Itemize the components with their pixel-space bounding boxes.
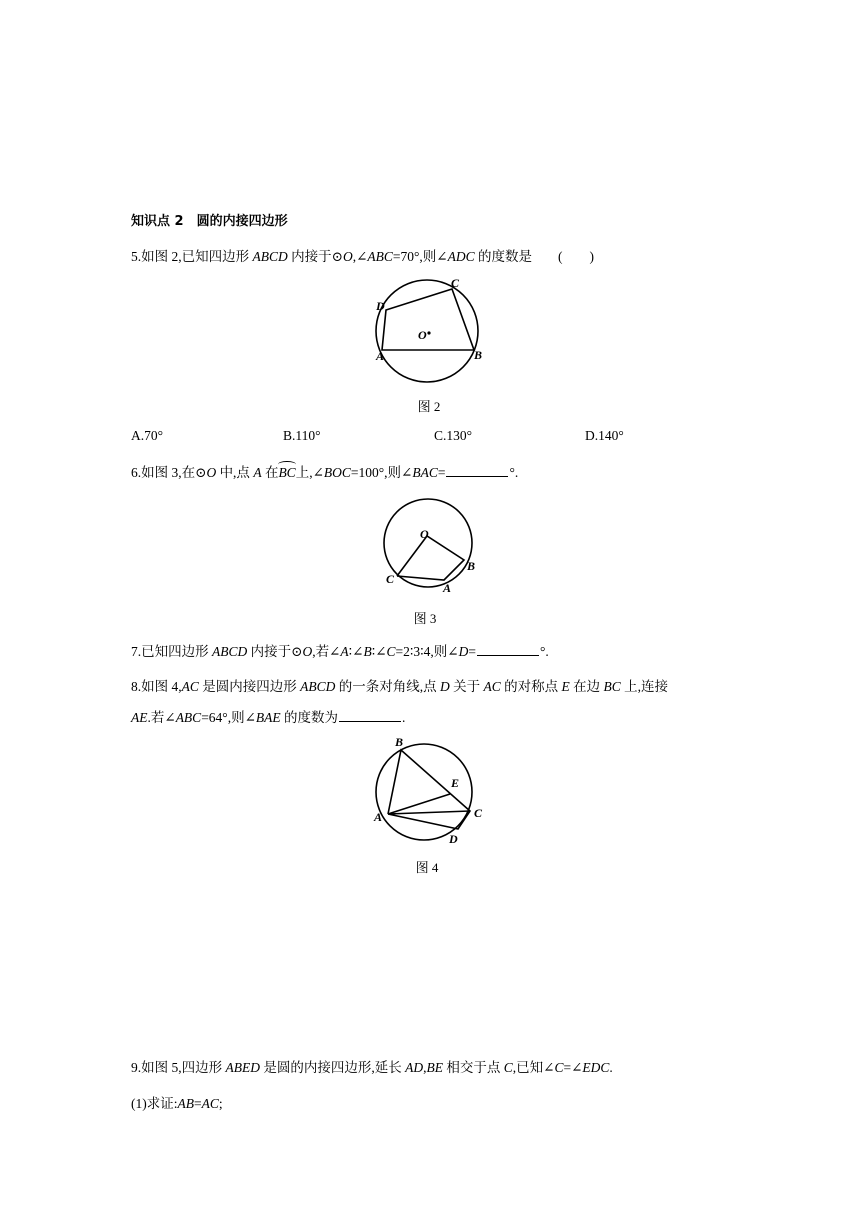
q7-var-6: D	[458, 644, 469, 659]
q5-option-d[interactable]: D.140°	[585, 428, 624, 443]
q7-var-1: ABCD	[212, 644, 248, 659]
section-title: 知识点 2 圆的内接四边形	[131, 214, 288, 229]
fig4-label-d: D	[449, 832, 458, 846]
fig3-circle	[384, 499, 472, 587]
q5-text-1: 如图 2,已知四边形	[141, 249, 253, 264]
fig4-label-b: B	[395, 735, 404, 749]
q9-part-1-text: (1)求证:	[131, 1096, 178, 1111]
fig3-label-b: B	[467, 559, 476, 573]
fig2-label-a: A	[376, 349, 385, 363]
fig2-label-d: D	[376, 299, 385, 313]
q7-text-3: ,若∠	[312, 644, 341, 659]
fig4-label-c: C	[474, 806, 483, 820]
fig3-label-a: A	[443, 581, 452, 595]
q6-text-5: =100°,则∠	[350, 465, 413, 480]
q5-var-2: O	[342, 249, 353, 264]
q9-var-2: AD	[405, 1060, 424, 1075]
q9-part-1-equals: =	[194, 1096, 202, 1111]
q7-var-5: C	[386, 644, 396, 659]
q8-text-8: .若∠	[147, 710, 176, 725]
fig4-segment-ae	[388, 794, 450, 814]
question-8-text-line-1	[131, 678, 668, 696]
q6-var-2: A	[253, 465, 262, 480]
fig2-center-dot	[427, 331, 430, 334]
q7-text-5: ∶∠	[371, 644, 387, 659]
fig2-label-o: O	[418, 328, 427, 342]
q6-number: 6.	[131, 465, 142, 480]
fig3-label-c: C	[386, 572, 395, 586]
q5-text-5: 的度数是	[474, 249, 532, 264]
q6-text-6: =	[437, 465, 446, 480]
q9-var-4: C	[503, 1060, 513, 1075]
fig2-label-c: C	[451, 276, 460, 290]
figure-2-caption: 图 2	[417, 399, 441, 414]
q9-part-1-var-2: AC	[201, 1096, 219, 1111]
q6-var-1: O	[206, 465, 217, 480]
q8-var-8: ABC	[175, 710, 202, 725]
figure-4-caption: 图 4	[415, 860, 439, 875]
q9-text-5: ,已知∠	[512, 1060, 555, 1075]
question-5-text	[131, 248, 594, 266]
q8-text-4: 关于	[449, 679, 484, 694]
q8-text-6: 在边	[569, 679, 604, 694]
question-8-text-line-2	[131, 709, 405, 727]
q9-number: 9.	[131, 1060, 142, 1075]
fig2-quadrilateral	[382, 289, 474, 350]
q8-var-2: ABCD	[300, 679, 336, 694]
q7-text-4: ∶∠	[348, 644, 364, 659]
q8-text-2: 是圆内接四边形	[198, 679, 301, 694]
fig3-label-o: O	[420, 527, 429, 541]
q9-text-1: 如图 5,四边形	[141, 1060, 226, 1075]
figure-3-caption: 图 3	[413, 611, 437, 626]
q8-text-7: 上,连接	[620, 679, 669, 694]
q8-var-4: AC	[483, 679, 501, 694]
q8-text-1: 如图 4,	[141, 679, 182, 694]
q9-text-2: 是圆的内接四边形,延长	[260, 1060, 406, 1075]
q8-answer-blank[interactable]	[339, 709, 401, 722]
q8-var-3: D	[440, 679, 450, 694]
fig4-label-a: A	[374, 810, 383, 824]
q5-var-3: ABC	[367, 249, 393, 264]
q7-var-3: A	[340, 644, 349, 659]
q7-text-2: 内接于⊙	[247, 644, 303, 659]
q9-text-7: .	[609, 1060, 613, 1075]
fig4-diagonal-ac	[388, 811, 470, 814]
q6-answer-blank[interactable]	[446, 464, 508, 477]
q5-text-4: =70°,则∠	[392, 249, 448, 264]
q6-var-3: BOC	[323, 465, 351, 480]
q9-var-5: C	[554, 1060, 564, 1075]
figure-4-diagram	[368, 734, 488, 854]
fig3-lines	[397, 536, 464, 580]
q8-text-5: 的对称点	[500, 679, 562, 694]
q7-number: 7.	[131, 644, 142, 659]
q5-text-2: 内接于⊙	[287, 249, 343, 264]
q9-part-1-var-1: AB	[177, 1096, 194, 1111]
q8-var-1: AC	[181, 679, 199, 694]
q9-text-3: ,	[423, 1060, 427, 1075]
q8-text-9: =64°,则∠	[201, 710, 256, 725]
q5-number: 5.	[131, 249, 142, 264]
figure-2-diagram	[372, 276, 492, 386]
q5-option-a[interactable]: A.70°	[131, 428, 164, 443]
q9-part-1-end: ;	[218, 1096, 223, 1111]
q7-text-6: =2∶3∶4,则∠	[395, 644, 459, 659]
q5-var-4: ADC	[447, 249, 475, 264]
q9-var-3: BE	[426, 1060, 443, 1075]
q8-var-6: BC	[603, 679, 621, 694]
q7-var-2: O	[302, 644, 313, 659]
q5-answer-parentheses: ( )	[557, 249, 594, 264]
fig2-circle	[376, 280, 478, 382]
q8-number: 8.	[131, 679, 142, 694]
question-9-part-1	[131, 1095, 223, 1113]
figure-3-diagram	[378, 496, 488, 596]
q7-answer-blank[interactable]	[477, 643, 539, 656]
q5-var-1: ABCD	[252, 249, 288, 264]
q8-var-5: E	[561, 679, 570, 694]
q6-text-4: 上,∠	[295, 465, 324, 480]
q5-option-b[interactable]: B.110°	[283, 428, 321, 443]
q8-text-3: 的一条对角线,点	[335, 679, 441, 694]
q8-tail: .	[402, 710, 406, 725]
q8-var-9: BAE	[255, 710, 281, 725]
q7-text-7: =	[468, 644, 476, 659]
q5-text-3: ,∠	[352, 249, 368, 264]
fig4-circle	[376, 744, 472, 840]
q6-var-4: BAC	[412, 465, 438, 480]
q9-text-4: 相交于点	[443, 1060, 504, 1075]
question-6-text	[131, 464, 518, 482]
q9-text-6: =∠	[563, 1060, 583, 1075]
question-7-text	[131, 643, 549, 661]
q6-text-2: 中,点	[216, 465, 254, 480]
q7-var-4: B	[363, 644, 372, 659]
q6-arc-bc: BC	[278, 465, 296, 480]
fig4-label-e: E	[451, 776, 460, 790]
q9-var-1: ABED	[225, 1060, 260, 1075]
q9-var-6: EDC	[582, 1060, 610, 1075]
q8-text-10: 的度数为	[280, 710, 339, 725]
question-9-text	[131, 1059, 613, 1077]
q6-text-1: 如图 3,在⊙	[141, 465, 207, 480]
q7-tail: °.	[540, 644, 549, 659]
q8-var-7: AE	[131, 710, 148, 725]
q7-text-1: 已知四边形	[141, 644, 212, 659]
q6-text-3: 在	[261, 465, 279, 480]
fig2-label-b: B	[474, 348, 483, 362]
q5-option-c[interactable]: C.130°	[434, 428, 473, 443]
q6-tail: °.	[509, 465, 519, 480]
